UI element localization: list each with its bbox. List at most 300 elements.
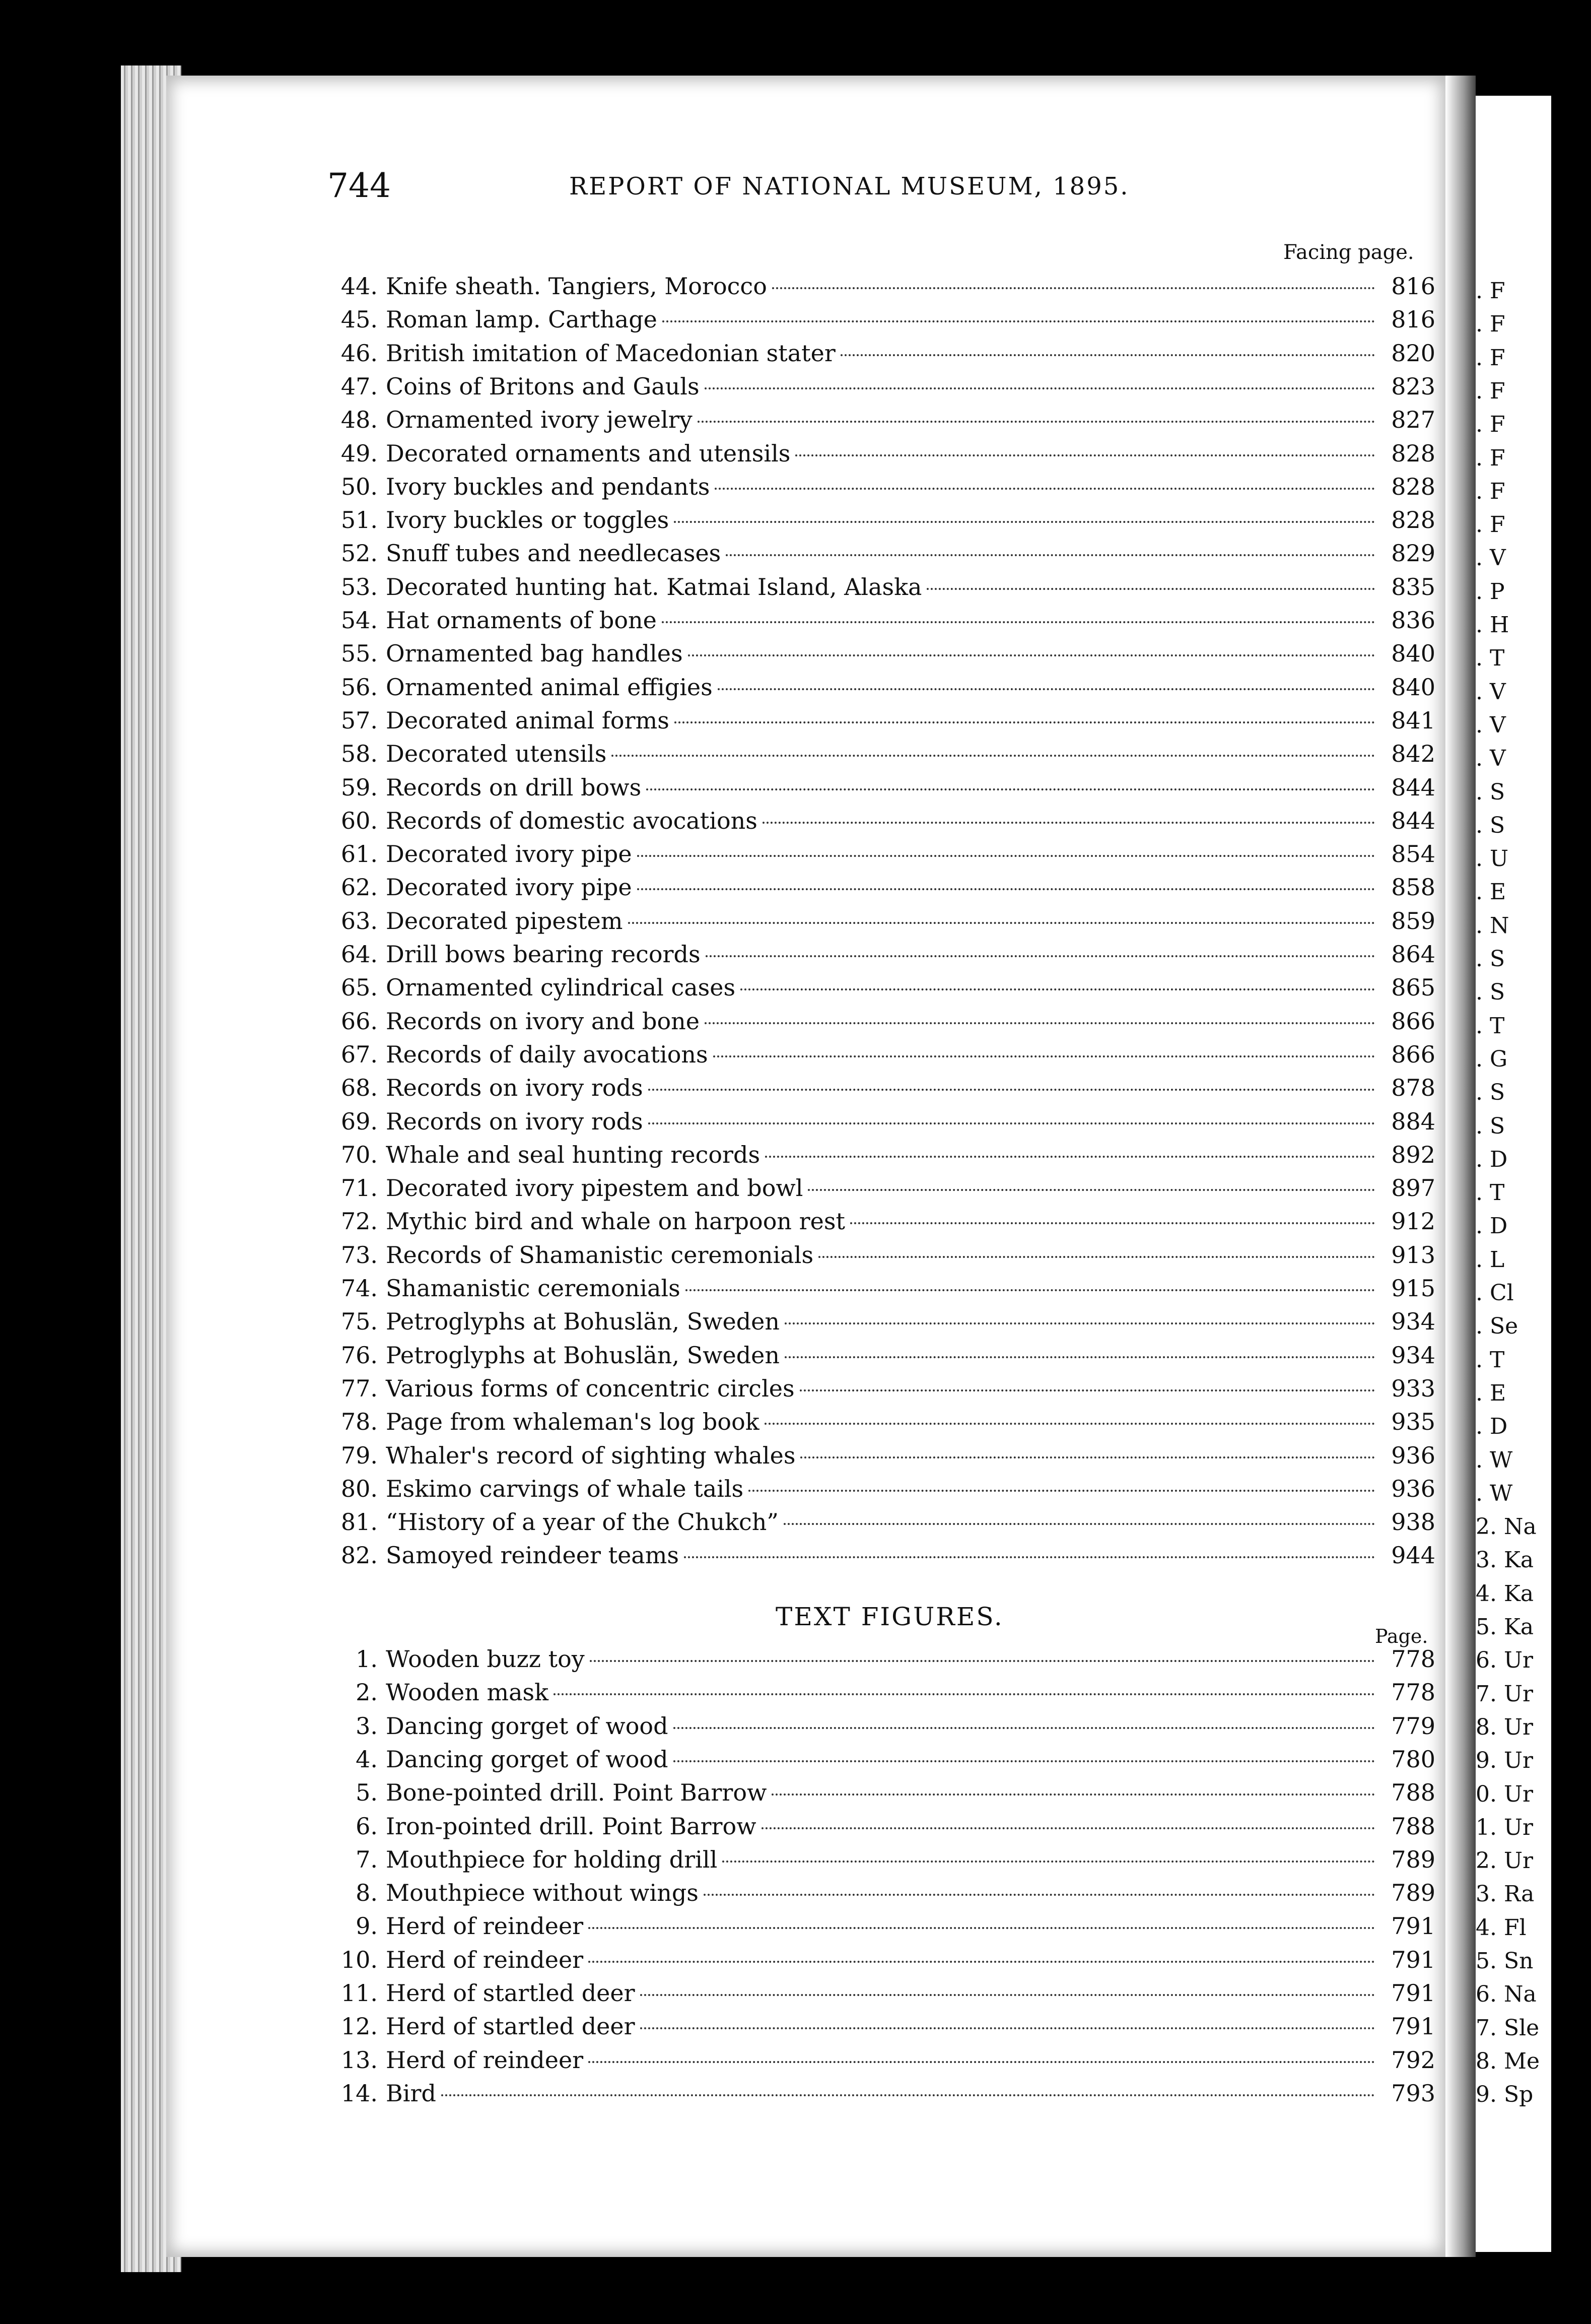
list-item [322, 1472, 1435, 1505]
entry-number: 62. [340, 874, 378, 901]
adjacent-fragment: . L [1476, 1246, 1505, 1273]
entry-number: 10. [340, 1946, 378, 1973]
adjacent-fragment: . F [1476, 311, 1505, 338]
entry-title: Decorated animal forms [386, 706, 669, 734]
dot-leader [841, 354, 1375, 356]
entry-page: 840 [1391, 673, 1435, 701]
entry-number: 70. [340, 1141, 378, 1168]
dot-leader [441, 2094, 1375, 2096]
entry-title: Iron-pointed drill. Point Barrow [386, 1812, 756, 1840]
entry-number: 75. [340, 1308, 378, 1336]
entry-page: 844 [1391, 807, 1435, 834]
text-figures-heading: TEXT FIGURES. [776, 1602, 1004, 1631]
list-item [322, 1339, 1435, 1372]
list-item [322, 1876, 1435, 1909]
entry-page: 791 [1391, 1912, 1435, 1940]
entry-number: 49. [340, 439, 378, 467]
adjacent-fragment: . V [1476, 746, 1506, 772]
entry-page: 791 [1391, 1979, 1435, 2007]
adjacent-fragment: 6. Na [1476, 1981, 1537, 2008]
dot-leader [646, 788, 1375, 790]
entry-title: Ornamented cylindrical cases [386, 974, 736, 1002]
list-item [322, 1843, 1435, 1876]
dot-leader [765, 1156, 1375, 1158]
adjacent-fragment: . F [1476, 445, 1505, 471]
entry-page: 866 [1391, 1040, 1435, 1068]
entry-number: 76. [340, 1341, 378, 1369]
dot-leader [640, 1994, 1375, 1996]
entry-title: Herd of reindeer [386, 2046, 584, 2074]
adjacent-fragment: . S [1476, 812, 1505, 838]
dot-leader [748, 1490, 1375, 1492]
list-item [322, 737, 1435, 770]
entry-page: 944 [1391, 1542, 1435, 1569]
dot-leader [726, 554, 1375, 556]
dot-leader [705, 387, 1375, 389]
entry-page: 791 [1391, 1946, 1435, 1973]
entry-number: 73. [340, 1241, 378, 1269]
entry-title: Roman lamp. Carthage [386, 306, 657, 334]
list-item [322, 938, 1435, 971]
entry-title: Whale and seal hunting records [386, 1141, 760, 1168]
entry-title: Wooden buzz toy [386, 1645, 585, 1673]
adjacent-fragment: . S [1476, 1113, 1505, 1139]
entry-page: 828 [1391, 439, 1435, 467]
list-item [322, 1005, 1435, 1038]
adjacent-fragment: 3. Ka [1476, 1547, 1534, 1573]
list-item [322, 904, 1435, 938]
entry-page: 828 [1391, 473, 1435, 500]
entry-number: 57. [340, 706, 378, 734]
list-item [322, 1038, 1435, 1071]
dot-leader [772, 287, 1375, 289]
entry-title: Mouthpiece without wings [386, 1879, 699, 1907]
dot-leader [673, 1727, 1375, 1729]
adjacent-fragment: . T [1476, 1347, 1505, 1373]
adjacent-fragment: . F [1476, 378, 1505, 404]
entry-page: 892 [1391, 1141, 1435, 1168]
entry-title: Herd of startled deer [386, 1979, 635, 2007]
list-item [322, 804, 1435, 837]
facing-page-column-label: Facing page. [1283, 241, 1414, 264]
dot-leader [850, 1222, 1375, 1224]
entry-number: 71. [340, 1174, 378, 1202]
entry-page: 840 [1391, 640, 1435, 668]
entry-number: 4. [356, 1745, 378, 1773]
list-item [322, 1976, 1435, 2010]
adjacent-fragment: . N [1476, 912, 1509, 939]
list-item [322, 771, 1435, 804]
dot-leader [554, 1693, 1375, 1695]
list-item [322, 1505, 1435, 1539]
adjacent-fragment: 1. Ur [1476, 1814, 1534, 1840]
adjacent-fragment: 4. Fl [1476, 1914, 1527, 1941]
entry-number: 81. [340, 1508, 378, 1536]
entry-title: Ivory buckles or toggles [386, 506, 669, 534]
list-item [322, 1205, 1435, 1238]
list-item [322, 1238, 1435, 1272]
adjacent-fragment: . S [1476, 779, 1505, 805]
entry-page: 934 [1391, 1308, 1435, 1336]
entry-title: Decorated ornaments and utensils [386, 439, 791, 467]
entry-number: 82. [340, 1542, 378, 1569]
entry-title: Records of Shamanistic ceremonials [386, 1241, 814, 1269]
list-item [322, 1372, 1435, 1405]
adjacent-fragment: . W [1476, 1480, 1513, 1506]
entry-title: Records on ivory and bone [386, 1007, 700, 1035]
dot-leader [800, 1389, 1375, 1391]
entry-page: 778 [1391, 1645, 1435, 1673]
entry-number: 63. [340, 907, 378, 935]
entry-number: 2. [356, 1679, 378, 1706]
list-item [322, 2010, 1435, 2043]
adjacent-fragment: 5. Ka [1476, 1614, 1534, 1640]
entry-page: 835 [1391, 573, 1435, 601]
entry-number: 69. [340, 1107, 378, 1135]
dot-leader [785, 1356, 1375, 1358]
entry-title: Records on ivory rods [386, 1074, 643, 1102]
entry-title: Mouthpiece for holding drill [386, 1845, 718, 1873]
adjacent-fragment: . F [1476, 478, 1505, 504]
adjacent-fragment: . S [1476, 979, 1505, 1006]
entry-number: 47. [340, 372, 378, 400]
entry-title: Coins of Britons and Gauls [386, 372, 700, 400]
entry-page: 789 [1391, 1879, 1435, 1907]
entry-number: 54. [340, 607, 378, 634]
adjacent-fragment: 0. Ur [1476, 1781, 1534, 1807]
entry-title: Herd of reindeer [386, 1946, 584, 1973]
entry-page: 866 [1391, 1007, 1435, 1035]
dot-leader [808, 1189, 1375, 1191]
dot-leader [673, 1760, 1375, 1762]
adjacent-fragment: . V [1476, 712, 1506, 738]
adjacent-fragment: 6. Ur [1476, 1647, 1534, 1674]
entry-number: 51. [340, 506, 378, 534]
entry-page: 791 [1391, 2013, 1435, 2040]
dot-leader [765, 1423, 1375, 1425]
adjacent-fragment: . E [1476, 1380, 1506, 1406]
entry-number: 8. [356, 1879, 378, 1907]
list-item [322, 1305, 1435, 1338]
list-item [322, 971, 1435, 1004]
entry-title: Records of domestic avocations [386, 807, 757, 834]
list-item [322, 1405, 1435, 1438]
entry-title: Dancing gorget of wood [386, 1745, 668, 1773]
adjacent-fragment: . P [1476, 578, 1505, 605]
entry-page: 778 [1391, 1679, 1435, 1706]
entry-page: 780 [1391, 1745, 1435, 1773]
adjacent-fragment: 2. Na [1476, 1514, 1537, 1540]
dot-leader [590, 1660, 1375, 1662]
entry-number: 7. [356, 1845, 378, 1873]
entry-title: British imitation of Macedonian stater [386, 339, 836, 367]
entry-title: Petroglyphs at Bohuslän, Sweden [386, 1341, 780, 1369]
entry-title: Mythic bird and whale on harpoon rest [386, 1208, 845, 1235]
entry-number: 80. [340, 1475, 378, 1502]
entry-page: 915 [1391, 1275, 1435, 1302]
entry-title: Ornamented bag handles [386, 640, 683, 668]
entry-number: 6. [356, 1812, 378, 1840]
adjacent-fragment: . V [1476, 545, 1506, 571]
entry-page: 788 [1391, 1779, 1435, 1807]
dot-leader [628, 922, 1375, 924]
entry-page: 897 [1391, 1174, 1435, 1202]
entry-page: 842 [1391, 740, 1435, 768]
entry-number: 44. [340, 273, 378, 300]
dot-leader [588, 1961, 1375, 1963]
entry-title: Petroglyphs at Bohuslän, Sweden [386, 1308, 780, 1336]
list-item [322, 871, 1435, 904]
entry-title: Decorated ivory pipestem and bowl [386, 1174, 803, 1202]
list-item [322, 1642, 1435, 1676]
dot-leader [688, 654, 1375, 656]
entry-page: 820 [1391, 339, 1435, 367]
entry-title: Ivory buckles and pendants [386, 473, 710, 500]
entry-title: Ornamented ivory jewelry [386, 406, 693, 434]
entry-number: 79. [340, 1441, 378, 1469]
entry-title: Records on drill bows [386, 773, 642, 801]
entry-title: Herd of startled deer [386, 2013, 635, 2040]
list-item [322, 671, 1435, 704]
list-item [322, 1709, 1435, 1743]
list-item [322, 270, 1435, 303]
entry-title: Wooden mask [386, 1679, 548, 1706]
adjacent-fragment: . F [1476, 412, 1505, 438]
entry-page: 854 [1391, 840, 1435, 868]
dot-leader [762, 1827, 1375, 1829]
adjacent-fragment: . U [1476, 846, 1509, 872]
entry-number: 9. [356, 1912, 378, 1940]
adjacent-fragment: . Se [1476, 1313, 1518, 1340]
dot-leader [706, 955, 1375, 957]
list-item [322, 437, 1435, 470]
entry-page: 816 [1391, 273, 1435, 300]
entry-title: “History of a year of the Chukch” [386, 1508, 779, 1536]
list-item [322, 1071, 1435, 1104]
adjacent-fragment: 2. Ur [1476, 1848, 1534, 1874]
entry-title: Dancing gorget of wood [386, 1712, 668, 1740]
entry-title: Samoyed reindeer teams [386, 1542, 679, 1569]
dot-leader [648, 1122, 1375, 1124]
entry-title: Decorated hunting hat. Katmai Island, Alaska [386, 573, 922, 601]
adjacent-fragment: 7. Ur [1476, 1681, 1534, 1707]
list-item [322, 604, 1435, 637]
entry-page: 836 [1391, 607, 1435, 634]
entry-title: Snuff tubes and needlecases [386, 540, 721, 567]
adjacent-fragment: . E [1476, 879, 1506, 905]
list-item [322, 1138, 1435, 1171]
entry-title: Decorated utensils [386, 740, 607, 768]
entry-page: 864 [1391, 941, 1435, 968]
adjacent-fragment: 7. Sle [1476, 2015, 1540, 2041]
dot-leader [588, 2061, 1375, 2063]
list-item [322, 1810, 1435, 1843]
entry-title: Eskimo carvings of whale tails [386, 1475, 744, 1502]
list-item [322, 570, 1435, 604]
entry-page: 793 [1391, 2079, 1435, 2107]
adjacent-fragment: . D [1476, 1414, 1508, 1440]
list-item [322, 1439, 1435, 1472]
dot-leader [713, 1055, 1375, 1057]
entry-number: 65. [340, 974, 378, 1002]
dot-leader [795, 454, 1375, 456]
entry-title: Ornamented animal effigies [386, 673, 713, 701]
adjacent-fragment: 5. Sn [1476, 1948, 1534, 1974]
adjacent-fragment: . D [1476, 1213, 1508, 1239]
entry-number: 48. [340, 406, 378, 434]
dot-leader [763, 822, 1375, 824]
entry-page: 913 [1391, 1241, 1435, 1269]
dot-leader [684, 1556, 1375, 1558]
list-item [322, 1171, 1435, 1205]
dot-leader [662, 320, 1375, 322]
entry-page: 779 [1391, 1712, 1435, 1740]
entry-page: 816 [1391, 306, 1435, 334]
entry-number: 13. [340, 2046, 378, 2074]
entry-page: 935 [1391, 1408, 1435, 1436]
entry-page: 933 [1391, 1374, 1435, 1402]
entry-number: 78. [340, 1408, 378, 1436]
dot-leader [927, 588, 1375, 590]
page-header [327, 166, 1435, 207]
entry-number: 77. [340, 1374, 378, 1402]
entry-page: 788 [1391, 1812, 1435, 1840]
adjacent-fragment: . H [1476, 612, 1509, 638]
adjacent-fragment: . S [1476, 1080, 1505, 1106]
dot-leader [772, 1794, 1375, 1796]
running-title: REPORT OF NATIONAL MUSEUM, 1895. [569, 172, 1130, 201]
dot-leader [674, 521, 1375, 523]
entry-number: 67. [340, 1040, 378, 1068]
dot-leader [674, 721, 1375, 723]
dot-leader [718, 688, 1375, 690]
list-item [322, 1676, 1435, 1709]
entry-number: 72. [340, 1208, 378, 1235]
dot-leader [705, 1022, 1375, 1024]
entry-number: 5. [356, 1779, 378, 1807]
entry-number: 68. [340, 1074, 378, 1102]
entry-number: 1. [356, 1645, 378, 1673]
adjacent-fragment: 9. Ur [1476, 1748, 1534, 1774]
list-item [322, 337, 1435, 370]
entry-page: 827 [1391, 406, 1435, 434]
list-item [322, 1105, 1435, 1138]
adjacent-fragment: . T [1476, 1180, 1505, 1206]
entry-title: Hat ornaments of bone [386, 607, 657, 634]
entry-page: 829 [1391, 540, 1435, 567]
adjacent-fragment: . F [1476, 512, 1505, 538]
list-item [322, 1776, 1435, 1809]
entry-title: Bird [386, 2079, 436, 2107]
entry-number: 58. [340, 740, 378, 768]
entry-number: 45. [340, 306, 378, 334]
entry-number: 60. [340, 807, 378, 834]
entry-title: Decorated ivory pipe [386, 874, 632, 901]
entry-title: Drill bows bearing records [386, 941, 701, 968]
dot-leader [640, 2027, 1375, 2029]
adjacent-fragment: . G [1476, 1046, 1508, 1072]
list-item [322, 2077, 1435, 2110]
dot-leader [588, 1927, 1375, 1929]
entry-page: 884 [1391, 1107, 1435, 1135]
list-item [322, 503, 1435, 537]
list-item [322, 537, 1435, 570]
dot-leader [637, 888, 1375, 890]
adjacent-fragment: 8. Me [1476, 2048, 1540, 2074]
entry-number: 11. [340, 1979, 378, 2007]
entry-number: 14. [340, 2079, 378, 2107]
dot-leader [818, 1256, 1375, 1258]
entry-page: 938 [1391, 1508, 1435, 1536]
entry-title: Records on ivory rods [386, 1107, 643, 1135]
entry-number: 53. [340, 573, 378, 601]
entry-number: 12. [340, 2013, 378, 2040]
list-item [322, 704, 1435, 737]
entry-number: 61. [340, 840, 378, 868]
dot-leader [648, 1089, 1375, 1091]
list-item [322, 2043, 1435, 2077]
adjacent-fragment: . F [1476, 278, 1505, 304]
entry-title: Page from whaleman's log book [386, 1408, 759, 1436]
adjacent-fragment: 8. Ur [1476, 1714, 1534, 1740]
entry-page: 859 [1391, 907, 1435, 935]
list-item [322, 1743, 1435, 1776]
adjacent-fragment: 4. Ka [1476, 1580, 1534, 1607]
list-item [322, 1943, 1435, 1976]
entry-number: 64. [340, 941, 378, 968]
entry-page: 789 [1391, 1845, 1435, 1873]
entry-title: Bone-pointed drill. Point Barrow [386, 1779, 767, 1807]
entry-number: 56. [340, 673, 378, 701]
entry-page: 792 [1391, 2046, 1435, 2074]
adjacent-fragment: . S [1476, 946, 1505, 972]
entry-title: Knife sheath. Tangiers, Morocco [386, 273, 767, 300]
adjacent-page-fragment [1476, 96, 1551, 2252]
adjacent-fragment: . W [1476, 1447, 1513, 1473]
entry-number: 3. [356, 1712, 378, 1740]
dot-leader [722, 1861, 1375, 1863]
entry-page: 823 [1391, 372, 1435, 400]
adjacent-fragment: . Cl [1476, 1280, 1514, 1306]
entry-title: Whaler's record of sighting whales [386, 1441, 796, 1469]
dot-leader [685, 1289, 1375, 1291]
dot-leader [784, 1523, 1375, 1525]
entry-page: 844 [1391, 773, 1435, 801]
adjacent-fragment: . V [1476, 679, 1506, 705]
dot-leader [662, 621, 1375, 623]
dot-leader [698, 421, 1375, 423]
entry-page: 936 [1391, 1475, 1435, 1502]
entry-title: Decorated pipestem [386, 907, 623, 935]
entry-title: Shamanistic ceremonials [386, 1275, 680, 1302]
entry-page: 878 [1391, 1074, 1435, 1102]
list-item [322, 303, 1435, 336]
entry-number: 66. [340, 1007, 378, 1035]
dot-leader [704, 1894, 1375, 1896]
entry-number: 59. [340, 773, 378, 801]
page-column-label: Page. [1375, 1625, 1428, 1647]
adjacent-fragment: 9. Sp [1476, 2082, 1534, 2108]
dot-leader [715, 488, 1375, 490]
list-item [322, 370, 1435, 403]
entry-number: 74. [340, 1275, 378, 1302]
dot-leader [637, 855, 1375, 857]
entry-number: 50. [340, 473, 378, 500]
page-number: 744 [327, 166, 391, 205]
adjacent-fragment: . F [1476, 345, 1505, 371]
entry-number: 52. [340, 540, 378, 567]
entry-page: 912 [1391, 1208, 1435, 1235]
